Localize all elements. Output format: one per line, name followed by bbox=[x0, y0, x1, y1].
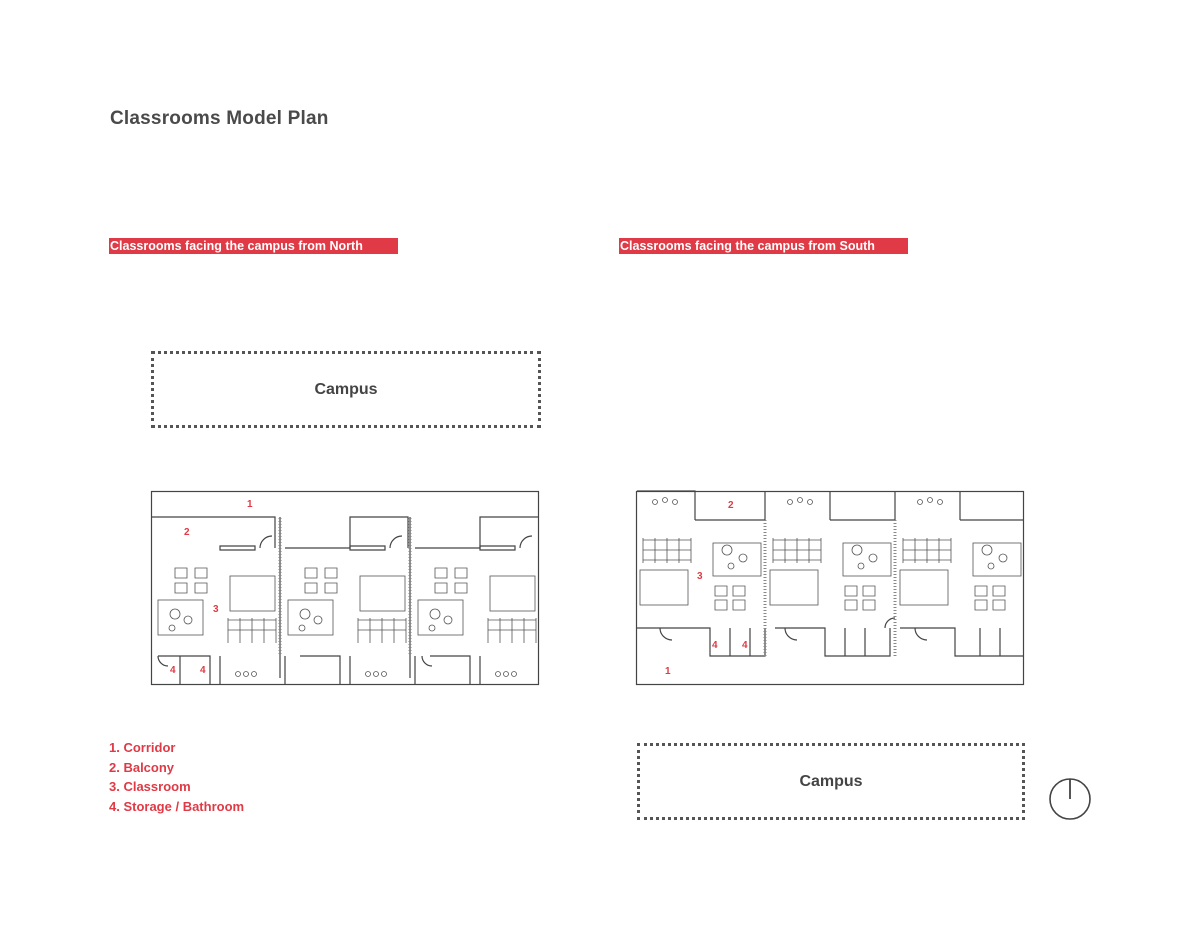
legend-item: 3. Classroom bbox=[109, 779, 191, 795]
page-title: Classrooms Model Plan bbox=[110, 108, 329, 129]
label-storage: 4 bbox=[742, 640, 748, 651]
label-storage: 4 bbox=[170, 665, 176, 676]
floor-plan-north bbox=[150, 488, 542, 688]
label-corridor: 1 bbox=[665, 666, 671, 677]
legend bbox=[109, 739, 244, 818]
south-plan-heading: Classrooms facing the campus from South bbox=[619, 238, 908, 254]
label-balcony: 2 bbox=[184, 527, 190, 538]
label-storage: 4 bbox=[200, 665, 206, 676]
north-plan-heading: Classrooms facing the campus from North bbox=[109, 238, 398, 254]
label-corridor: 1 bbox=[247, 499, 253, 510]
north-arrow-icon bbox=[1048, 777, 1092, 821]
campus-zone-north bbox=[151, 351, 541, 428]
legend-item: 1. Corridor bbox=[109, 740, 176, 755]
label-classroom: 3 bbox=[697, 571, 703, 582]
label-balcony: 2 bbox=[728, 500, 734, 511]
campus-label: Campus bbox=[314, 380, 378, 398]
legend-item: 2. Balcony bbox=[109, 759, 175, 775]
campus-label: Campus bbox=[799, 772, 863, 790]
label-storage: 4 bbox=[712, 640, 718, 651]
label-classroom: 3 bbox=[213, 604, 219, 615]
campus-zone-south bbox=[637, 743, 1025, 820]
floor-plan-south bbox=[635, 488, 1027, 688]
legend-item: 4. Storage / Bathroom bbox=[109, 799, 245, 815]
